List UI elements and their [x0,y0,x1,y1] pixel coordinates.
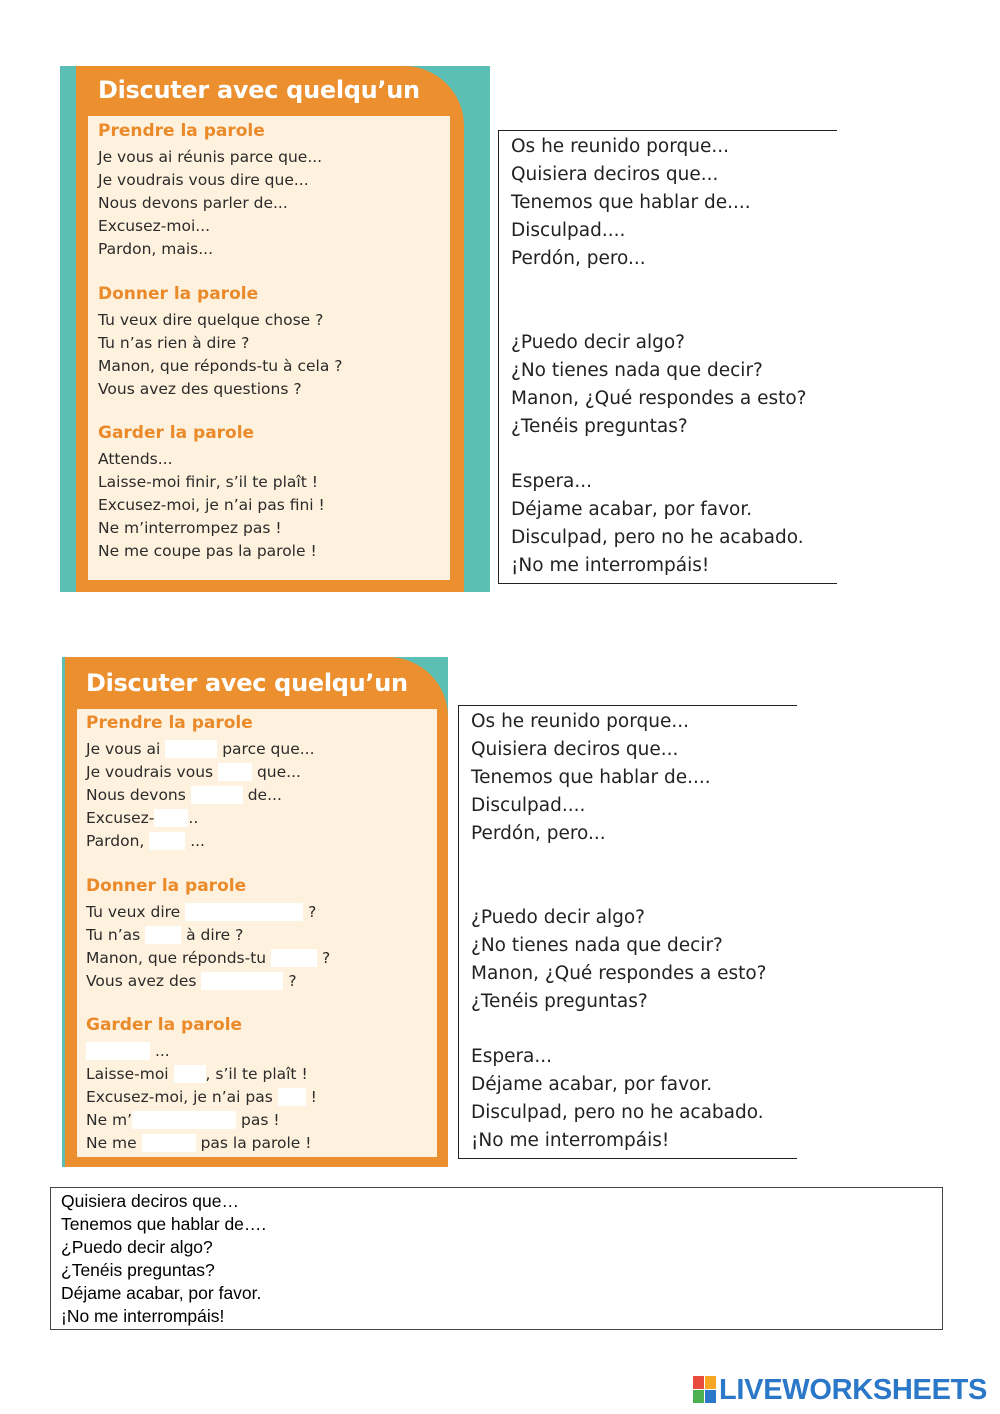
fragment: ? [321,949,331,967]
phrase-line: Excusez-moi, je n’ai pas fini ! [98,496,325,514]
answer-line: Tenemos que hablar de…. [61,1214,267,1234]
fragment: pas ! [241,1111,280,1129]
phrase-line: Vous avez des questions ? [98,380,302,398]
blank-field[interactable] [132,1111,236,1129]
fragment: pas la parole ! [200,1134,312,1152]
section-heading: Donner la parole [98,284,259,304]
blank-field[interactable] [191,786,243,804]
phrase-line: Manon, que réponds-tu à cela ? [98,357,343,375]
translation-line: ¿No tienes nada que decir? [471,935,723,956]
blank-field[interactable] [149,832,185,850]
fragment: Ne m’ [86,1111,133,1129]
fragment: Ne me [86,1134,137,1152]
gap-line [86,949,330,967]
section-heading: Prendre la parole [98,121,265,141]
answer-line: ¡No me interrompáis! [61,1306,225,1326]
gap-line [86,786,282,804]
translation-line: Disculpad, pero no he acabado. [511,527,804,548]
blank-field[interactable] [145,926,181,944]
blank-field[interactable] [185,903,303,921]
translation-line: Disculpad.... [471,795,586,816]
translation-line: Os he reunido porque... [511,136,730,157]
translation-line: Manon, ¿Qué respondes a esto? [471,963,767,984]
blank-field[interactable] [174,1065,206,1083]
phrase-line: Nous devons parler de... [98,194,288,212]
fragment: ? [308,903,317,921]
phrase-line: Ne me coupe pas la parole ! [98,542,317,560]
phrase-line: Laisse-moi finir, s’il te plaît ! [98,473,318,491]
fragment: Manon, que réponds-tu [86,949,267,967]
logo-text: LIVEWORKSHEETS [719,1373,988,1406]
fragment: Je voudrais vous [86,763,214,781]
answer-line: ¿Tenéis preguntas? [61,1260,215,1280]
phrase-line: Pardon, mais... [98,240,214,258]
answer-line: ¿Puedo decir algo? [61,1237,213,1257]
translation-line: ¿Puedo decir algo? [511,332,685,353]
fragment: Tu n’as [86,926,141,944]
translation-line: Quisiera deciros que... [471,739,679,760]
phrase-line: Tu n’as rien à dire ? [98,334,250,352]
gap-line [86,809,198,827]
blank-field[interactable] [218,763,252,781]
spanish-translation-bottom [458,705,797,1159]
section-heading: Donner la parole [86,876,247,896]
fragment: Pardon, [86,832,145,850]
fragment: .. [188,809,199,827]
fragment: à dire ? [186,926,244,944]
french-card-bottom [62,657,448,1167]
answer-line: Déjame acabar, por favor. [61,1283,262,1303]
french-card-top [60,66,490,592]
translation-line: Tenemos que hablar de.... [511,192,751,213]
fragment: Tu veux dire [86,903,181,921]
gap-line [86,1088,317,1106]
translation-line: Espera... [511,471,593,492]
translation-line: ¿Tenéis preguntas? [471,991,648,1012]
translation-line: ¿No tienes nada que decir? [511,360,763,381]
gap-line [86,926,243,944]
translation-line: Espera... [471,1046,553,1067]
blank-field[interactable] [142,1134,196,1152]
translation-line: Os he reunido porque... [471,711,690,732]
fragment: que... [256,763,301,781]
translation-line: Perdón, pero... [511,248,646,269]
translation-line: Quisiera deciros que... [511,164,719,185]
logo-badge-icon [693,1376,717,1404]
gap-line [86,1111,280,1129]
section-heading: Garder la parole [98,423,255,443]
card-title: Discuter avec quelqu’un [86,669,408,697]
phrase-line: Ne m’interrompez pas ! [98,519,282,537]
gap-line [86,903,316,921]
gap-line [86,832,205,850]
fragment: ? [288,972,297,990]
blank-field[interactable] [154,809,188,827]
blank-field[interactable] [271,949,317,967]
blank-field[interactable] [165,740,217,758]
section-heading: Prendre la parole [86,713,253,733]
phrase-line: Attends... [98,450,173,468]
fragment: parce que... [222,740,315,758]
translation-line: Perdón, pero... [471,823,606,844]
section-heading: Garder la parole [86,1015,243,1035]
translation-line: ¿Tenéis preguntas? [511,416,688,437]
fragment: , s’il te plaît ! [205,1065,308,1083]
fragment: de... [247,786,282,804]
translation-line: ¡No me interrompáis! [511,555,710,576]
translation-line: Disculpad.... [511,220,626,241]
liveworksheets-logo [693,1374,987,1406]
gap-line [86,1065,308,1083]
translation-line: ¿Puedo decir algo? [471,907,645,928]
translation-line: Tenemos que hablar de.... [471,767,711,788]
answer-line: Quisiera deciros que… [61,1191,239,1211]
translation-line: Déjame acabar, por favor. [471,1074,713,1095]
phrase-line: Je voudrais vous dire que... [98,171,309,189]
fragment: Vous avez des [86,972,197,990]
blank-field[interactable] [201,972,283,990]
blank-field[interactable] [86,1042,150,1060]
gap-line [86,1134,312,1152]
spanish-translation-top [498,130,837,584]
phrase-line: Je vous ai réunis parce que... [98,148,323,166]
fragment: Laisse-moi [86,1065,169,1083]
translation-line: ¡No me interrompáis! [471,1130,670,1151]
phrase-line: Tu veux dire quelque chose ? [98,311,324,329]
translation-line: Déjame acabar, por favor. [511,499,753,520]
translation-line: Disculpad, pero no he acabado. [471,1102,764,1123]
fragment: Excusez-moi, je n’ai pas [86,1088,273,1106]
fragment: ... [190,832,205,850]
fragment: ... [154,1042,170,1060]
translation-line: Manon, ¿Qué respondes a esto? [511,388,807,409]
gap-line [86,740,315,758]
blank-field[interactable] [278,1088,306,1106]
fragment: Nous devons [86,786,186,804]
fragment: Je vous ai [86,740,161,758]
phrase-line: Excusez-moi... [98,217,211,235]
gap-line [86,1042,170,1060]
fragment: ! [310,1088,317,1106]
card-title: Discuter avec quelqu’un [98,76,420,104]
answer-box [50,1187,943,1330]
gap-line [86,763,301,781]
gap-line [86,972,297,990]
fragment: Excusez- [86,809,155,827]
